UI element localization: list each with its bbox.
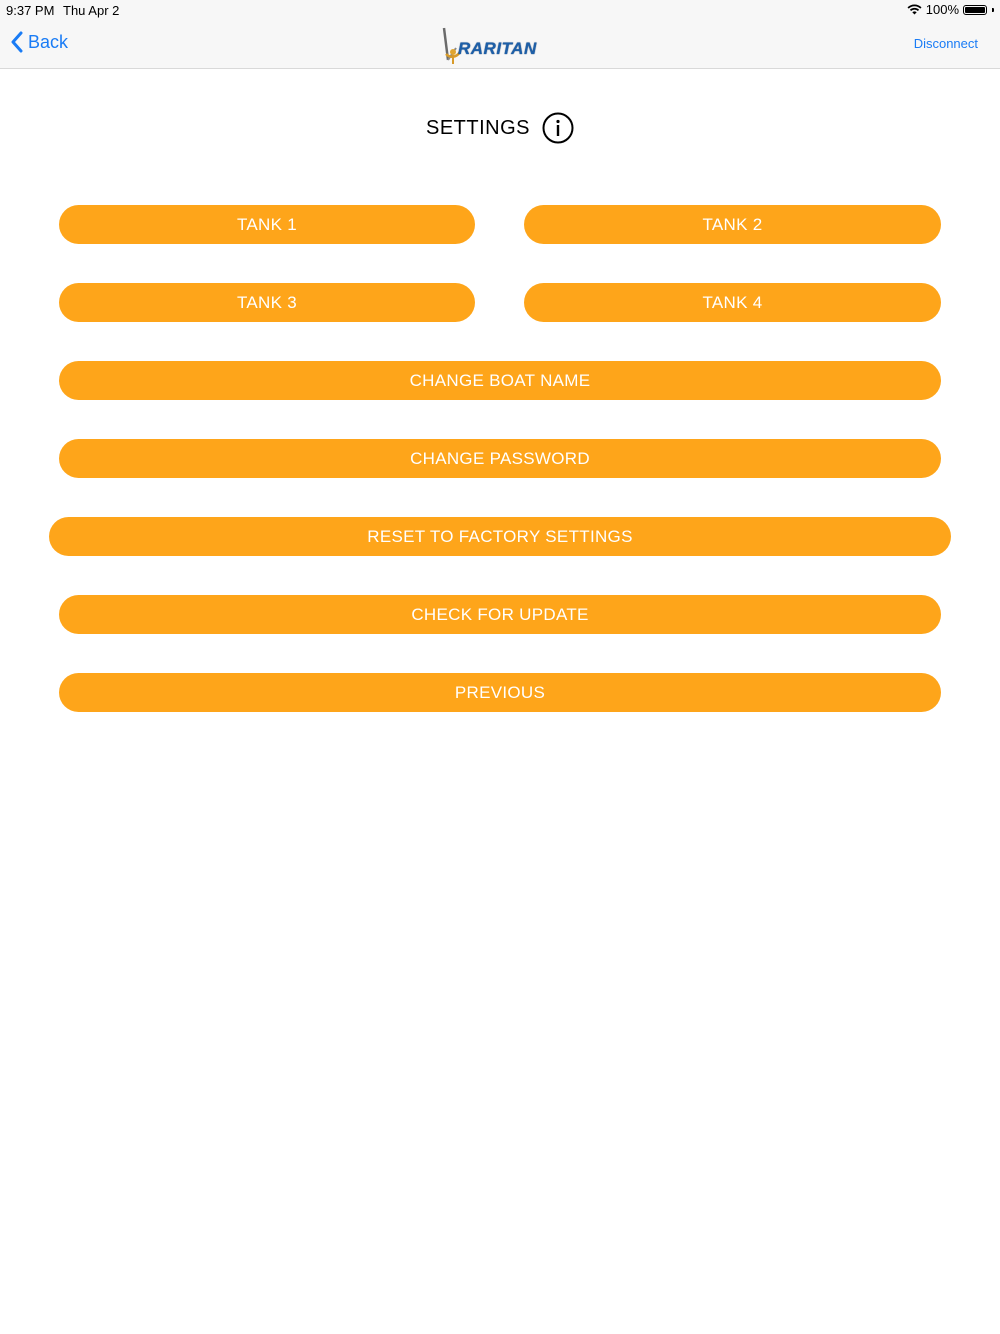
disconnect-button[interactable]: Disconnect (913, 36, 978, 51)
status-date: Thu Apr 2 (63, 3, 120, 18)
reset-factory-settings-button[interactable]: RESET TO FACTORY SETTINGS (49, 517, 951, 556)
back-label: Back (28, 31, 69, 52)
navigation-bar (0, 20, 1000, 69)
chevron-left-icon (10, 31, 24, 53)
info-icon[interactable] (542, 112, 574, 144)
battery-tip (992, 8, 994, 12)
wifi-icon (907, 4, 922, 15)
page-title: SETTINGS (425, 116, 530, 139)
battery-percent: 100% (925, 2, 959, 17)
status-bar (0, 0, 1000, 20)
previous-button[interactable]: PREVIOUS (59, 673, 941, 712)
title-row (0, 110, 1000, 146)
logo-text: RARITAN (458, 39, 537, 58)
status-indicators (907, 2, 994, 17)
check-for-update-button[interactable]: CHECK FOR UPDATE (59, 595, 941, 634)
tank-4-button[interactable]: TANK 4 (524, 283, 941, 322)
battery-full-icon (963, 5, 987, 15)
tank-1-button[interactable]: TANK 1 (59, 205, 475, 244)
tank-3-button[interactable]: TANK 3 (59, 283, 475, 322)
change-boat-name-button[interactable]: CHANGE BOAT NAME (59, 361, 941, 400)
back-button[interactable] (10, 31, 68, 53)
raritan-logo (440, 22, 560, 68)
status-time: 9:37 PM (6, 3, 55, 18)
tank-2-button[interactable]: TANK 2 (524, 205, 941, 244)
change-password-button[interactable]: CHANGE PASSWORD (59, 439, 941, 478)
